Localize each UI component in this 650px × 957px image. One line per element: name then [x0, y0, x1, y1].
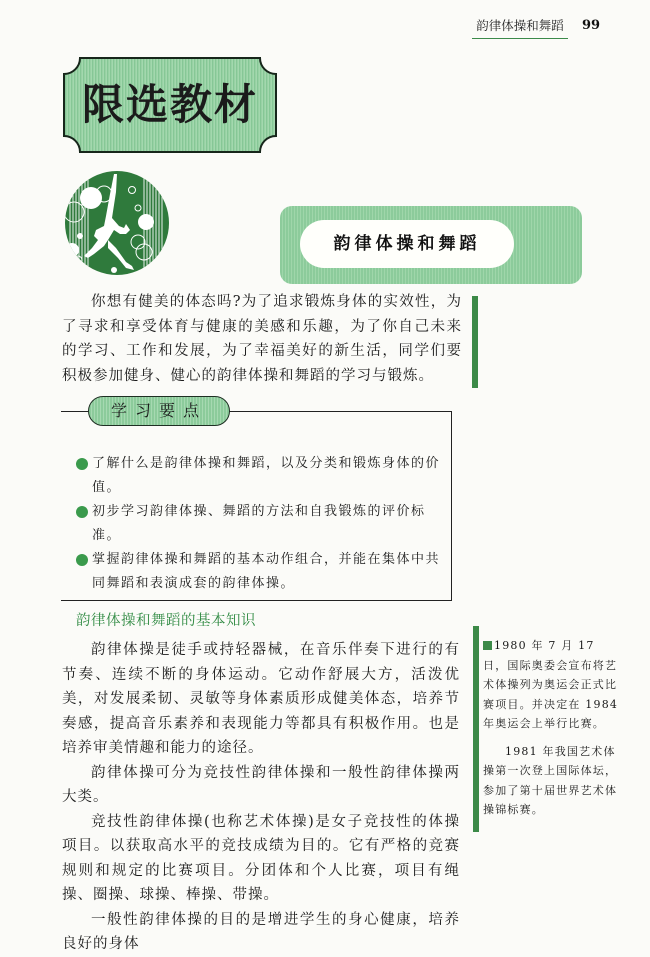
section-paragraph: 一般性韵律体操的目的是增进学生的身心健康，培养良好的身体 — [62, 911, 460, 952]
key-points-title: 学习要点 — [88, 396, 230, 426]
margin-bar-section — [473, 626, 479, 832]
gymnast-illustration — [64, 170, 170, 276]
section-paragraph: 韵律体操是徒手或持轻器械，在音乐伴奏下进行的有节奏、连续不断的身体运动。它动作舒展大方，活泼优美，对发展柔韧、灵敏等身体素质形成健美体态，培养节奏感，提高音乐素养和表现能力等都具有积极作用。也是培养审美情趣和能力的途径。 — [62, 642, 460, 756]
square-bullet-icon — [483, 641, 492, 650]
chapter-title: 韵律体操和舞蹈 — [300, 220, 514, 268]
side-note — [483, 636, 623, 820]
running-title: 韵律体操和舞蹈 — [472, 16, 568, 39]
bullet-icon — [76, 458, 88, 470]
key-point-item: 掌握韵律体操和舞蹈的基本动作组合，并能在集体中共同舞蹈和表演成套的韵律体操。 — [76, 548, 446, 596]
bullet-icon — [76, 554, 88, 566]
banner-label: 限选教材 — [81, 80, 258, 129]
section-paragraph: 韵律体操可分为竞技性韵律体操和一般性韵律体操两大类。 — [62, 764, 460, 805]
section-heading: 韵律体操和舞蹈的基本知识 — [76, 613, 256, 629]
side-note-paragraph: 1980 年 7 月 17 日，国际奥委会宣布将艺术体操列为奥运会正式比赛项目。并决定在 1984 年奥运会上举行比赛。 — [483, 639, 619, 730]
section-body — [62, 638, 460, 957]
bullet-icon — [76, 506, 88, 518]
side-note-paragraph: 1981 年我国艺术体操第一次登上国际体坛，参加了第十届世界艺术体操锦标赛。 — [483, 744, 618, 816]
margin-bar-intro — [472, 296, 478, 388]
key-point-item: 初步学习韵律体操、舞蹈的方法和自我锻炼的评价标准。 — [76, 500, 446, 548]
page-number: 99 — [582, 18, 601, 33]
intro-text: 你想有健美的体态吗?为了追求锻炼身体的实效性，为了寻求和享受体育与健康的美感和乐趣，为了你自己未来的学习、工作和发展，为了幸福美好的新生活，同学们要积极参加健身、健心的韵律体操和舞蹈的学习与锻炼。 — [62, 294, 462, 384]
intro-paragraph — [62, 290, 462, 388]
key-points-list — [76, 452, 446, 596]
section-paragraph: 竞技性韵律体操(也称艺术体操)是女子竞技性的体操项目。以获取高水平的竞技成绩为目的。它有严格的竞赛规则和规定的比赛项目。分团体和个人比赛，项目有绳操、圈操、球操、棒操、带操。 — [62, 813, 460, 903]
key-point-item: 了解什么是韵律体操和舞蹈，以及分类和锻炼身体的价值。 — [76, 452, 446, 500]
